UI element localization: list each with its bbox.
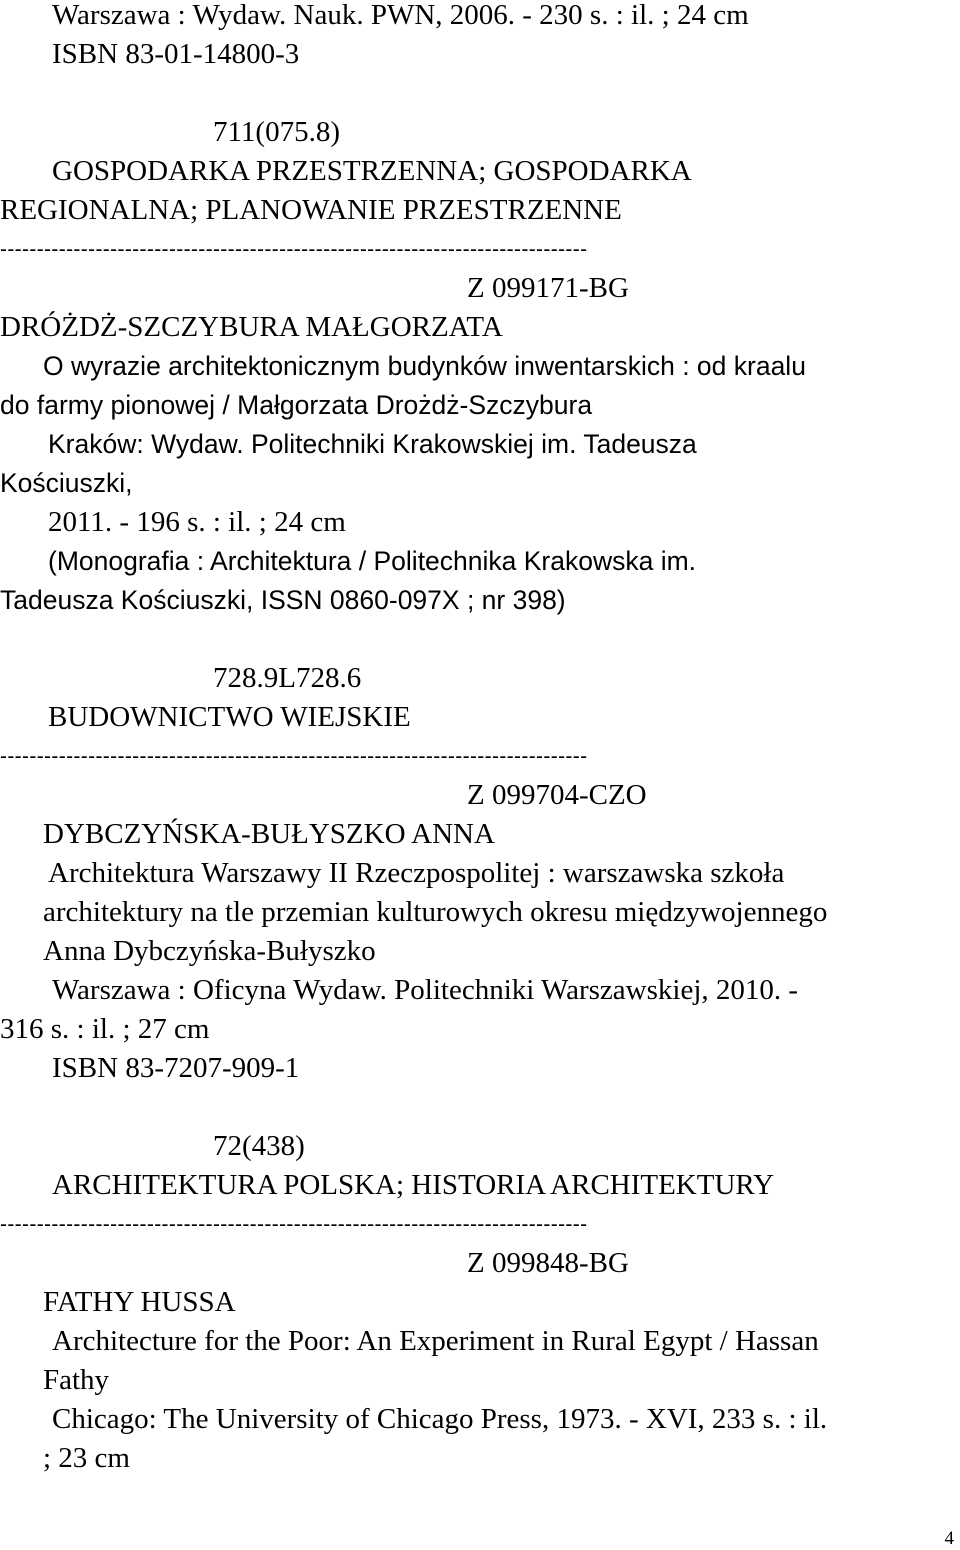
isbn-line: ISBN 83-7207-909-1 <box>52 1052 300 1084</box>
physical-description: ; 23 cm <box>43 1442 130 1474</box>
separator-line: -------------------------------------------------------------------------------- <box>0 745 588 768</box>
classification-code: 728.9L728.6 <box>213 662 362 694</box>
publication-line: Warszawa : Oficyna Wydaw. Politechniki Warszawskiej, 2010. - <box>52 974 799 1006</box>
series-line: Tadeusza Kościuszki, ISSN 0860-097X ; nr 398) <box>0 585 566 615</box>
title-line: architektury na tle przemian kulturowych okresu międzywojennego <box>43 896 828 928</box>
publication-line: Chicago: The University of Chicago Press, 1973. - XVI, 233 s. : il. <box>52 1403 828 1435</box>
publication-line: Kraków: Wydaw. Politechniki Krakowskiej im. Tadeusza <box>48 429 697 459</box>
title-line: Architektura Warszawy II Rzeczpospolitej : warszawska szkoła <box>48 857 785 889</box>
physical-description: 2011. - 196 s. : il. ; 24 cm <box>48 506 346 538</box>
title-line: O wyrazie architektonicznym budynków inwentarskich : od kraalu <box>43 351 806 381</box>
author-heading: DYBCZYŃSKA-BUŁYSZKO ANNA <box>43 818 495 850</box>
title-line: Fathy <box>43 1364 110 1396</box>
subject-heading: REGIONALNA; PLANOWANIE PRZESTRZENNE <box>0 194 622 226</box>
separator-line: -------------------------------------------------------------------------------- <box>0 238 588 261</box>
classification-code: 711(075.8) <box>213 116 340 148</box>
subject-heading: GOSPODARKA PRZESTRZENNA; GOSPODARKA <box>52 155 692 187</box>
isbn-line: ISBN 83-01-14800-3 <box>52 38 300 70</box>
call-number: Z 099704-CZO <box>467 779 647 811</box>
subject-heading: ARCHITEKTURA POLSKA; HISTORIA ARCHITEKTURY <box>52 1169 775 1201</box>
page-number: 4 <box>944 1528 954 1549</box>
classification-code: 72(438) <box>213 1130 305 1162</box>
publication-line: Kościuszki, <box>0 468 133 498</box>
call-number: Z 099171-BG <box>467 272 629 304</box>
title-line: do farmy pionowej / Małgorzata Drożdż-Szczybura <box>0 390 593 420</box>
call-number: Z 099848-BG <box>467 1247 629 1279</box>
series-line: (Monografia : Architektura / Politechnika Krakowska im. <box>48 546 697 576</box>
separator-line: -------------------------------------------------------------------------------- <box>0 1213 588 1236</box>
title-line: Anna Dybczyńska-Bułyszko <box>43 935 376 967</box>
author-heading: FATHY HUSSA <box>43 1286 236 1318</box>
title-line: Architecture for the Poor: An Experiment in Rural Egypt / Hassan <box>52 1325 819 1357</box>
physical-description: 316 s. : il. ; 27 cm <box>0 1013 210 1045</box>
author-heading: DRÓŻDŻ-SZCZYBURA MAŁGORZATA <box>0 311 503 343</box>
publication-line: Warszawa : Wydaw. Nauk. PWN, 2006. - 230 s. : il. ; 24 cm <box>52 0 749 31</box>
subject-heading: BUDOWNICTWO WIEJSKIE <box>48 701 411 733</box>
